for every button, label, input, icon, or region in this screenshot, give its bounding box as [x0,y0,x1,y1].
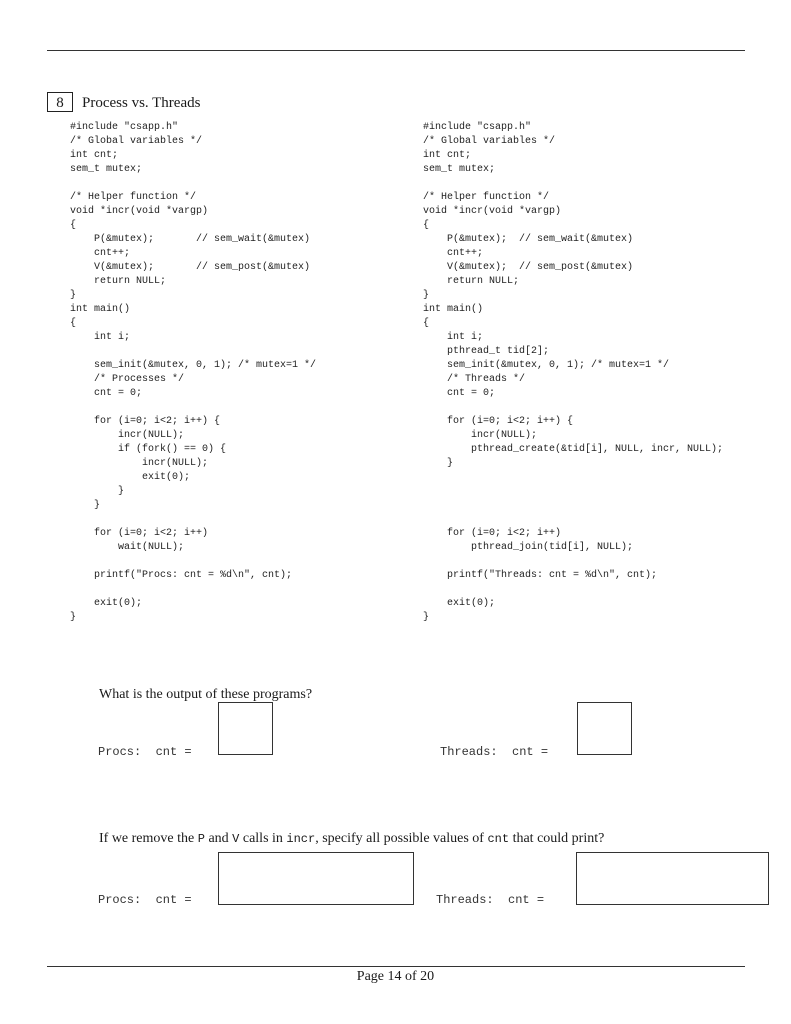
code-left-line: { [70,220,77,231]
q2-p-code: P [197,832,205,846]
code-left-line: } [70,290,77,301]
code-left-line: incr(NULL); [70,458,209,469]
code-right-line: { [423,318,430,329]
q2-procs-answer-box[interactable] [218,852,414,905]
q1-procs-label: Procs: cnt = [98,745,192,759]
question-number-box: 8 [47,92,73,112]
code-left-line: wait(NULL); [70,542,185,553]
q1-threads-answer-box[interactable] [577,702,632,755]
code-left-line: void *incr(void *vargp) [70,206,209,217]
code-left-line: V(&mutex); // sem_post(&mutex) [70,262,311,273]
code-left-line: #include "csapp.h" [70,122,179,133]
q2-procs-label: Procs: cnt = [98,893,192,907]
code-left-line: incr(NULL); [70,430,185,441]
code-listing-threads [423,121,723,625]
code-left-line: int i; [70,332,131,343]
code-left-line: /* Processes */ [70,374,185,385]
code-left-line: { [70,318,77,329]
code-left-line: P(&mutex); // sem_wait(&mutex) [70,234,311,245]
q2-text-specify: , specify all possible values of [315,831,488,846]
code-right-line: return NULL; [423,276,520,287]
page-footer: Page 14 of 20 [356,969,435,984]
q2-text-calls: calls in [239,831,287,846]
code-right-line: for (i=0; i<2; i++) [423,528,562,539]
code-left-line: if (fork() == 0) { [70,444,227,455]
q2-text-after: that could print? [509,831,605,846]
code-right-line: incr(NULL); [423,430,538,441]
q2-threads-answer-box[interactable] [576,852,769,905]
question-1-text: What is the output of these programs? [99,687,313,702]
code-right-line: pthread_create(&tid[i], NULL, incr, NULL); [423,444,724,455]
q2-cnt-code: cnt [487,832,510,846]
q1-procs-answer-box[interactable] [218,702,273,755]
question-2-text [99,830,604,848]
q2-incr-code: incr [286,832,316,846]
q2-text-before: If we remove the [99,831,198,846]
code-right-line: /* Helper function */ [423,192,550,203]
code-right-line: pthread_join(tid[i], NULL); [423,542,634,553]
code-right-line: /* Threads */ [423,374,526,385]
code-left-line: printf("Procs: cnt = %d\n", cnt); [70,570,293,581]
code-right-line: { [423,220,430,231]
code-right-line: exit(0); [423,598,496,609]
code-right-line: pthread_t tid[2]; [423,346,550,357]
code-left-line: } [70,612,77,623]
q2-threads-label: Threads: cnt = [436,893,545,907]
code-left-line: int cnt; [70,150,119,161]
code-right-line: } [423,458,454,469]
code-left-line: cnt = 0; [70,388,143,399]
code-right-line: int i; [423,332,484,343]
q1-threads-label: Threads: cnt = [440,745,549,759]
code-left-line: sem_t mutex; [70,164,143,175]
code-right-line: cnt = 0; [423,388,496,399]
code-left-line: int main() [70,304,131,315]
code-left-line: exit(0); [70,598,143,609]
code-left-line: /* Helper function */ [70,192,197,203]
code-left-line: sem_init(&mutex, 0, 1); /* mutex=1 */ [70,360,317,371]
code-right-line: printf("Threads: cnt = %d\n", cnt); [423,570,658,581]
code-right-line: P(&mutex); // sem_wait(&mutex) [423,234,634,245]
code-left-line: /* Global variables */ [70,136,203,147]
code-right-line: sem_t mutex; [423,164,496,175]
code-left-line: exit(0); [70,472,191,483]
q2-text-and: and [204,831,233,846]
code-right-line: cnt++; [423,248,484,259]
code-listing-processes [70,121,316,625]
code-right-line: int main() [423,304,484,315]
code-right-line: } [423,612,430,623]
code-right-line: } [423,290,430,301]
code-right-line: V(&mutex); // sem_post(&mutex) [423,262,634,273]
q2-v-code: V [232,832,240,846]
code-right-line: int cnt; [423,150,472,161]
code-left-line: return NULL; [70,276,167,287]
code-left-line: } [70,500,101,511]
code-left-line: } [70,486,125,497]
question-title: Process vs. Threads [82,95,201,111]
code-left-line: for (i=0; i<2; i++) [70,528,209,539]
code-right-line: sem_init(&mutex, 0, 1); /* mutex=1 */ [423,360,670,371]
code-right-line: #include "csapp.h" [423,122,532,133]
code-right-line: void *incr(void *vargp) [423,206,562,217]
code-left-line: for (i=0; i<2; i++) { [70,416,221,427]
code-right-line: /* Global variables */ [423,136,556,147]
top-rule [47,50,745,51]
code-right-line: for (i=0; i<2; i++) { [423,416,574,427]
code-left-line: cnt++; [70,248,131,259]
